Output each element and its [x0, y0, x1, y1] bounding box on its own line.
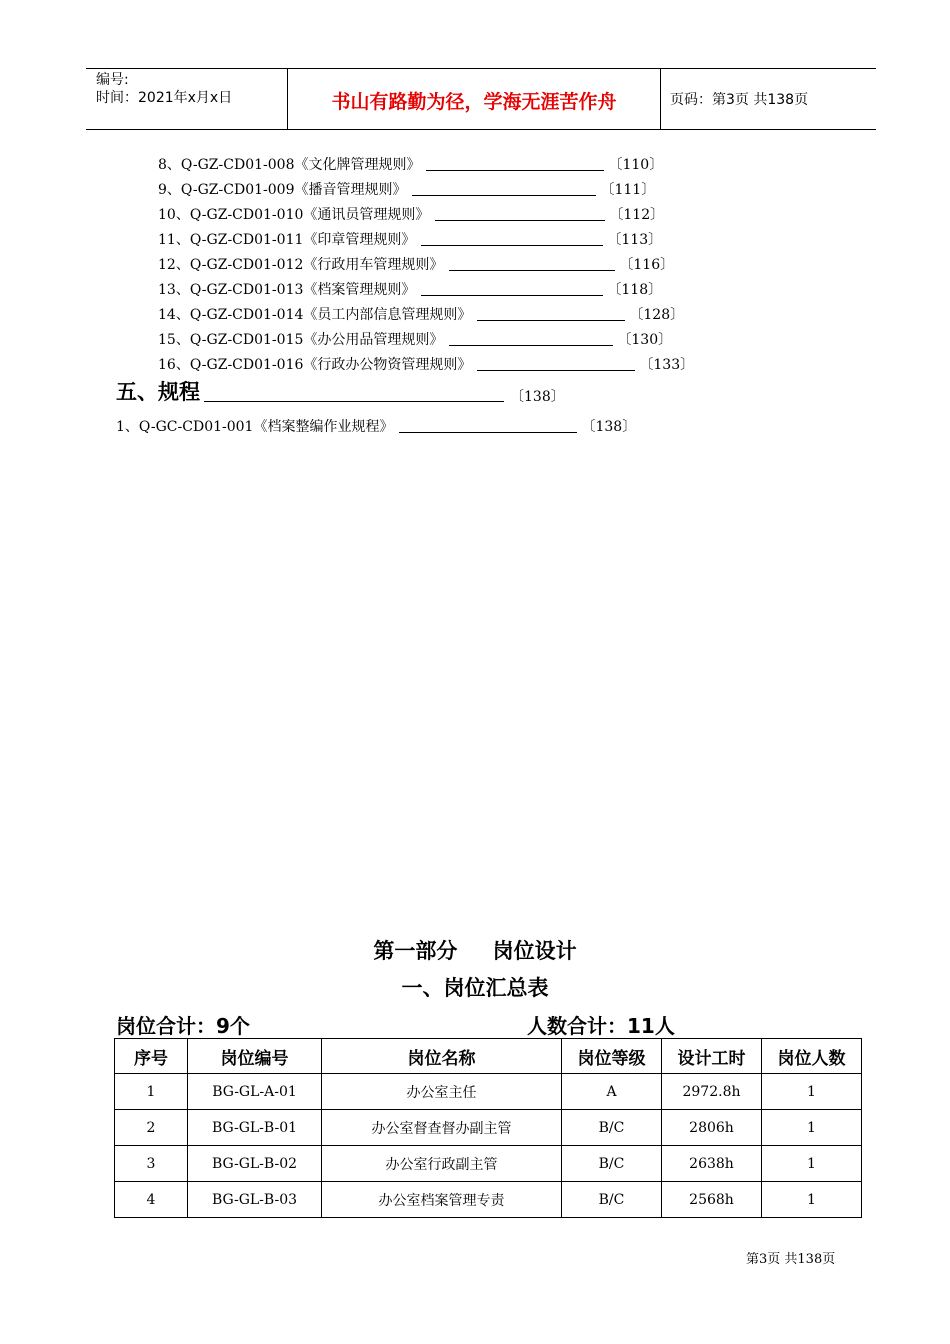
total-posts: 岗位合计：9个: [116, 1014, 250, 1038]
toc-item-page: 〔118〕: [607, 282, 663, 298]
toc-item-page: 〔110〕: [608, 157, 664, 173]
cell-name: 办公室督查督办副主管: [322, 1110, 562, 1146]
cell-level: B/C: [562, 1146, 662, 1182]
cell-index: 4: [115, 1182, 188, 1218]
toc-leader: [477, 358, 635, 371]
cell-hours: 2972.8h: [662, 1074, 762, 1110]
toc-section-page: 〔138〕: [510, 389, 565, 405]
toc-item[interactable]: [158, 306, 684, 324]
toc-item[interactable]: [158, 231, 662, 249]
cell-index: 2: [115, 1110, 188, 1146]
toc-item-title: 13、Q-GZ-CD01-013《档案管理规则》: [158, 282, 416, 298]
toc-item[interactable]: [158, 181, 655, 199]
col-header-hours: 设计工时: [662, 1039, 762, 1074]
toc-leader: [399, 420, 577, 433]
toc-item-page: 〔116〕: [619, 257, 675, 273]
section-subtitle: 一、岗位汇总表: [401, 976, 549, 1000]
toc-item[interactable]: [158, 256, 674, 274]
toc-leader: [449, 258, 615, 271]
toc-item-title: 1、Q-GC-CD01-001《档案整编作业规程》: [116, 419, 394, 435]
toc-item-page: 〔130〕: [617, 332, 673, 348]
toc-item[interactable]: [158, 356, 694, 374]
toc-leader: [421, 283, 603, 296]
header-page-number: 页码：第3页 共138页: [670, 92, 809, 108]
table-row: [115, 1110, 862, 1146]
header-time-label: 时间：2021年x月x日: [96, 90, 233, 106]
toc-item-title: 8、Q-GZ-CD01-008《文化牌管理规则》: [158, 157, 421, 173]
cell-code: BG-GL-B-01: [188, 1110, 322, 1146]
page-header: [86, 68, 876, 130]
toc-item[interactable]: [116, 418, 636, 436]
toc-item[interactable]: [158, 156, 663, 174]
header-number-label: 编号:: [96, 72, 129, 88]
cell-hours: 2568h: [662, 1182, 762, 1218]
cell-name: 办公室主任: [322, 1074, 562, 1110]
toc-item-title: 11、Q-GZ-CD01-011《印章管理规则》: [158, 232, 416, 248]
cell-code: BG-GL-B-02: [188, 1146, 322, 1182]
toc-item-page: 〔113〕: [607, 232, 663, 248]
toc-item-page: 〔138〕: [581, 419, 637, 435]
cell-name: 办公室档案管理专责: [322, 1182, 562, 1218]
cell-index: 3: [115, 1146, 188, 1182]
toc-leader: [435, 208, 605, 221]
header-divider: [660, 69, 661, 129]
page-footer: 第3页 共138页: [746, 1252, 836, 1267]
table-row: [115, 1182, 862, 1218]
cell-index: 1: [115, 1074, 188, 1110]
cell-level: A: [562, 1074, 662, 1110]
toc-leader: [204, 389, 504, 402]
toc-item-title: 9、Q-GZ-CD01-009《播音管理规则》: [158, 182, 407, 198]
cell-name: 办公室行政副主管: [322, 1146, 562, 1182]
cell-hours: 2638h: [662, 1146, 762, 1182]
toc-item-title: 14、Q-GZ-CD01-014《员工内部信息管理规则》: [158, 307, 472, 323]
toc-item-title: 16、Q-GZ-CD01-016《行政办公物资管理规则》: [158, 357, 472, 373]
toc-leader: [421, 233, 603, 246]
table-row: [115, 1146, 862, 1182]
total-people: 人数合计：11人: [527, 1014, 675, 1038]
toc-item[interactable]: [158, 206, 664, 224]
toc-leader: [426, 158, 604, 171]
post-summary-table: [114, 1038, 862, 1218]
table-header-row: [115, 1039, 862, 1074]
cell-headcount: 1: [762, 1182, 862, 1218]
toc-item[interactable]: [158, 281, 662, 299]
col-header-level: 岗位等级: [562, 1039, 662, 1074]
cell-level: B/C: [562, 1110, 662, 1146]
header-motto: 书山有路勤为径，学海无涯苦作舟: [331, 91, 617, 113]
toc-item-page: 〔128〕: [629, 307, 685, 323]
toc-item-title: 12、Q-GZ-CD01-012《行政用车管理规则》: [158, 257, 444, 273]
toc-leader: [412, 183, 596, 196]
cell-headcount: 1: [762, 1074, 862, 1110]
header-meta: [96, 71, 232, 107]
toc-item[interactable]: [158, 331, 672, 349]
col-header-name: 岗位名称: [322, 1039, 562, 1074]
toc-item-page: 〔111〕: [600, 182, 656, 198]
cell-headcount: 1: [762, 1110, 862, 1146]
cell-hours: 2806h: [662, 1110, 762, 1146]
col-header-code: 岗位编号: [188, 1039, 322, 1074]
toc-leader: [449, 333, 613, 346]
cell-code: BG-GL-B-03: [188, 1182, 322, 1218]
cell-code: BG-GL-A-01: [188, 1074, 322, 1110]
cell-headcount: 1: [762, 1146, 862, 1182]
cell-level: B/C: [562, 1182, 662, 1218]
toc-item-title: 15、Q-GZ-CD01-015《办公用品管理规则》: [158, 332, 444, 348]
toc-leader: [477, 308, 625, 321]
part-title: 第一部分 岗位设计: [373, 939, 577, 963]
table-row: [115, 1074, 862, 1110]
toc-item-title: 10、Q-GZ-CD01-010《通讯员管理规则》: [158, 207, 430, 223]
toc-item-page: 〔133〕: [639, 357, 695, 373]
col-header-index: 序号: [115, 1039, 188, 1074]
toc-section-title: 五、规程: [116, 380, 200, 404]
toc-item-page: 〔112〕: [609, 207, 665, 223]
toc-section-heading[interactable]: [116, 376, 565, 406]
col-header-headcount: 岗位人数: [762, 1039, 862, 1074]
